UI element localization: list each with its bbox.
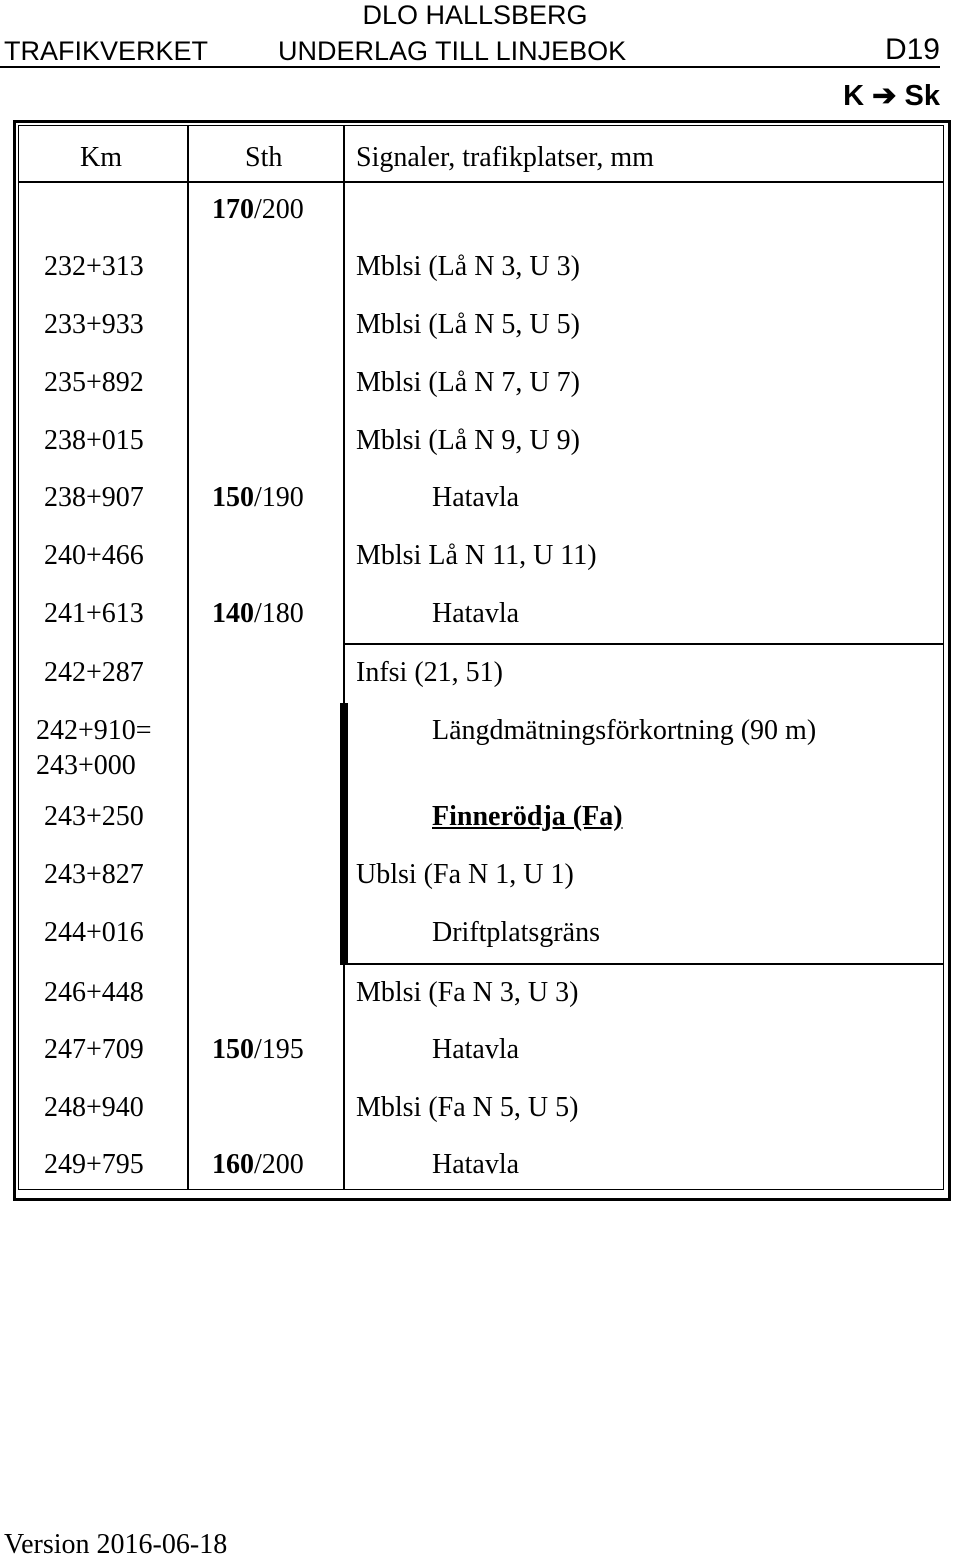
signal-text: Längdmätningsförkortning (90 m) <box>432 715 817 746</box>
section-rule <box>343 643 944 645</box>
arrow-right-icon: ➔ <box>872 80 897 112</box>
signal-text: Mblsi (Lå N 3, U 3) <box>356 251 580 282</box>
direction-indicator <box>843 80 940 112</box>
station-name: Finnerödja (Fa) <box>432 801 623 832</box>
document-code: D19 <box>884 33 940 66</box>
direction-from: K <box>843 80 865 112</box>
signal-text: Mblsi (Lå N 5, U 5) <box>356 309 580 340</box>
signal-text: Mblsi (Fa N 3, U 3) <box>356 977 579 1008</box>
km-value: 238+015 <box>44 425 144 456</box>
organization-name: TRAFIKVERKET <box>4 36 209 66</box>
speed-limit: 160/200 <box>212 1149 304 1180</box>
km-value: 242+287 <box>44 657 144 688</box>
km-value: 249+795 <box>44 1149 144 1180</box>
speed-limit: 150/195 <box>212 1034 304 1065</box>
signal-text: Hatavla <box>432 1034 520 1065</box>
header-rule <box>0 66 940 68</box>
signal-text: Mblsi (Fa N 5, U 5) <box>356 1092 579 1123</box>
header-row-rule <box>18 181 944 183</box>
direction-to: Sk <box>904 80 940 112</box>
signal-text: Hatavla <box>432 1149 520 1180</box>
section-rule <box>343 963 944 965</box>
km-value: 246+448 <box>44 977 144 1008</box>
signal-text: Hatavla <box>432 482 520 513</box>
km-value: 233+933 <box>44 309 144 340</box>
speed-limit: 150/190 <box>212 482 304 513</box>
version-label: Version 2016-06-18 <box>4 1529 228 1560</box>
column-header-km: Km <box>80 142 122 173</box>
document-title: UNDERLAG TILL LINJEBOK <box>278 36 627 66</box>
signal-text: Ublsi (Fa N 1, U 1) <box>356 859 574 890</box>
km-value: 242+910= <box>36 715 152 746</box>
signal-text: Driftplatsgräns <box>432 917 600 948</box>
km-value: 243+250 <box>44 801 144 832</box>
signal-text: Mblsi (Lå N 9, U 9) <box>356 425 580 456</box>
km-value: 235+892 <box>44 367 144 398</box>
km-value: 240+466 <box>44 540 144 571</box>
signal-text: Hatavla <box>432 598 520 629</box>
signal-text: Mblsi (Lå N 7, U 7) <box>356 367 580 398</box>
km-value: 243+827 <box>44 859 144 890</box>
signal-text: Mblsi Lå N 11, U 11) <box>356 540 597 571</box>
km-value: 238+907 <box>44 482 144 513</box>
speed-limit: 140/180 <box>212 598 304 629</box>
speed-limit-initial: 170/200 <box>212 194 304 225</box>
km-value: 247+709 <box>44 1034 144 1065</box>
km-value: 232+313 <box>44 251 144 282</box>
district-title: DLO HALLSBERG <box>362 0 588 30</box>
station-marker-bar <box>340 703 348 965</box>
km-value-continued: 243+000 <box>36 750 136 781</box>
signal-text: Infsi (21, 51) <box>356 657 503 688</box>
km-value: 241+613 <box>44 598 144 629</box>
km-value: 248+940 <box>44 1092 144 1123</box>
km-value: 244+016 <box>44 917 144 948</box>
column-header-signals: Signaler, trafikplatser, mm <box>356 142 654 173</box>
column-header-sth: Sth <box>245 142 283 173</box>
column-divider <box>343 125 345 1190</box>
column-divider <box>187 125 189 1190</box>
